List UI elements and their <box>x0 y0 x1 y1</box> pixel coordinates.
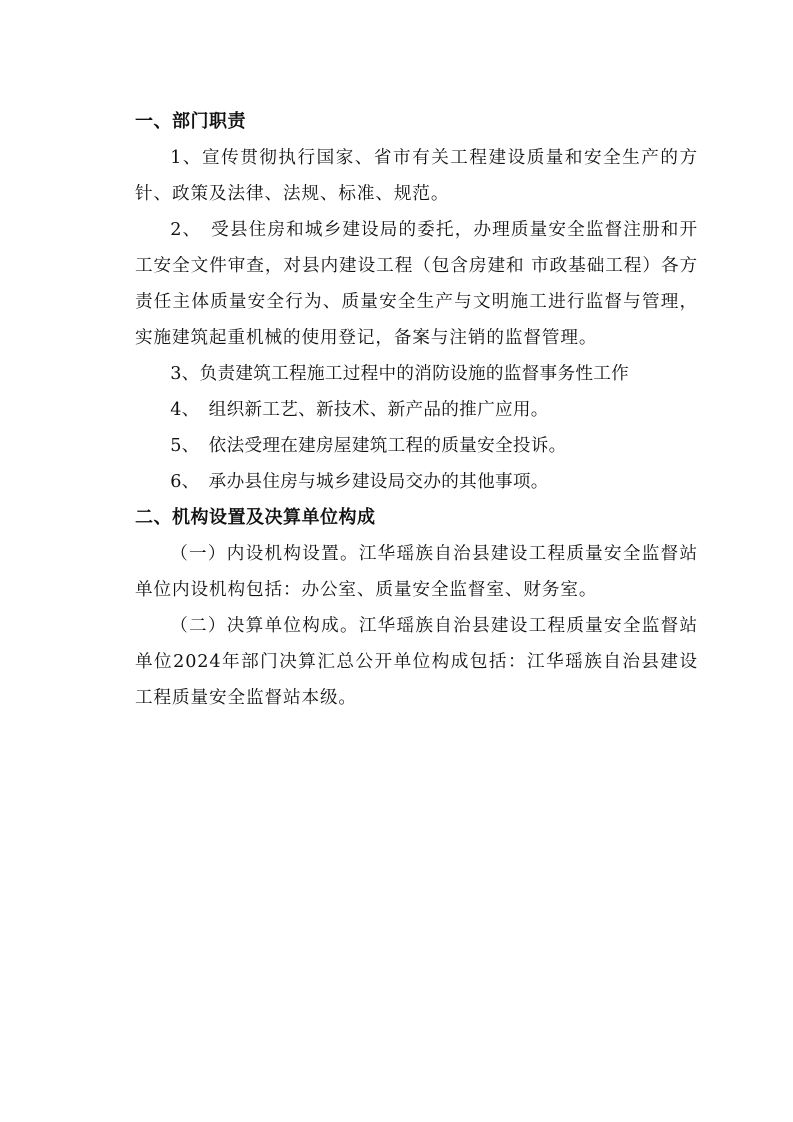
duty-item-1: 1、宣传贯彻执行国家、省市有关工程建设质量和安全生产的方针、政策及法律、法规、标准、规范。 <box>135 148 698 204</box>
duty-item-6: 6、 承办县住房与城乡建设局交办的其他事项。 <box>170 472 549 492</box>
section-heading-duties: 一、部门职责 <box>135 111 246 132</box>
section-heading-organization: 二、机构设置及决算单位构成 <box>135 507 376 528</box>
organization-item-1: （一）内设机构设置。江华瑶族自治县建设工程质量安全监督站单位内设机构包括：办公室、质量安全监督室、财务室。 <box>135 544 698 600</box>
duty-item-4: 4、 组织新工艺、新技术、新产品的推广应用。 <box>170 400 549 420</box>
duty-item-2: 2、 受县住房和城乡建设局的委托，办理质量安全监督注册和开工安全文件审查，对县内建设工程（包含房建和 市政基础工程）各方责任主体质量安全行为、质量安全生产与文明施工进行监督与管理，实施建筑起重机械的使用登记，备案与注销的监督管理。 <box>135 220 698 348</box>
duty-item-5: 5、 依法受理在建房屋建筑工程的质量安全投诉。 <box>170 436 567 456</box>
document-body <box>135 104 698 716</box>
duty-item-3: 3、负责建筑工程施工过程中的消防设施的监督事务性工作 <box>170 364 630 384</box>
organization-item-2: （二）决算单位构成。江华瑶族自治县建设工程质量安全监督站单位2024年部门决算汇总公开单位构成包括：江华瑶族自治县建设工程质量安全监督站本级。 <box>135 616 698 708</box>
